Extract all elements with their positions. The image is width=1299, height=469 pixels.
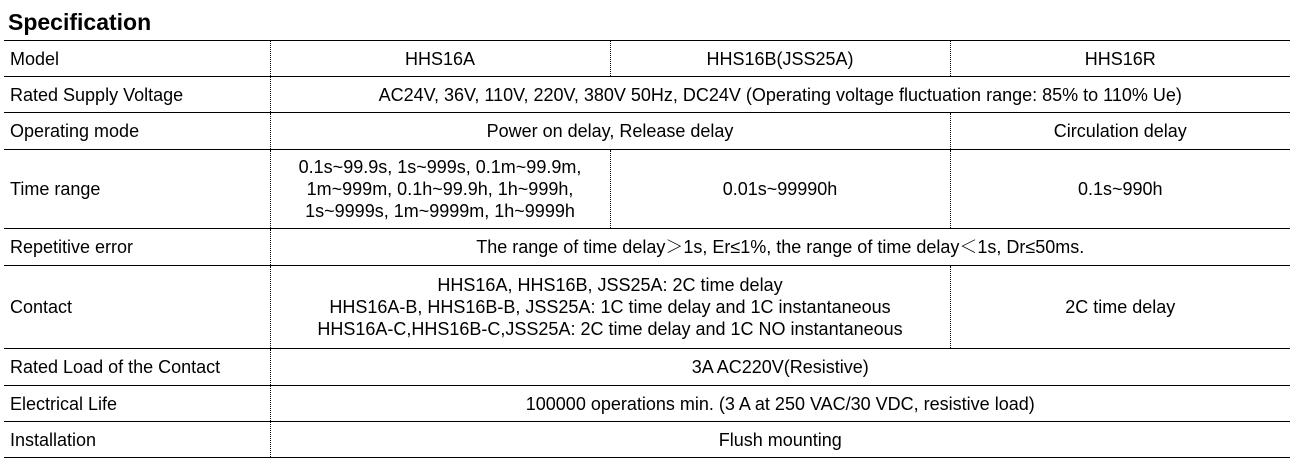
cell-installation-value: Flush mounting [270,422,1290,458]
page-title: Specification [8,9,152,35]
table-row-operating-mode [4,113,1290,150]
table-row-installation [4,422,1290,458]
cell-voltage-value: AC24V, 36V, 110V, 220V, 380V 50Hz, DC24V (Operating voltage fluctuation range: 85% to 110% Ue) [270,77,1290,113]
row-label-electrical-life: Electrical Life [4,386,270,422]
row-label-voltage: Rated Supply Voltage [4,77,270,113]
cell-time-range-r: 0.1s~990h [950,150,1290,229]
row-label-installation: Installation [4,422,270,458]
row-label-repetitive-error: Repetitive error [4,229,270,266]
cell-life-value: 100000 operations min. (3 A at 250 VAC/30 VDC, resistive load) [270,386,1290,422]
specification-table [4,40,1290,458]
cell-error-value: The range of time delay＞1s, Er≤1%, the range of time delay＜1s, Dr≤50ms. [270,229,1290,266]
table-row-voltage [4,77,1290,113]
contact-line: HHS16A-C,HHS16B-C,JSS25A: 2C time delay and 1C NO instantaneous [317,319,903,339]
row-label-contact: Contact [4,266,270,349]
row-label-model: Model [4,41,270,77]
contact-line: HHS16A-B, HHS16B-B, JSS25A: 1C time delay and 1C instantaneous [329,297,891,317]
time-range-a-line: 0.1s~99.9s, 1s~999s, 0.1m~99.9m, [298,157,582,177]
row-label-rated-load: Rated Load of the Contact [4,349,270,386]
table-row-model [4,41,1290,77]
cell-contact-r: 2C time delay [950,266,1290,349]
table-row-electrical-life [4,386,1290,422]
cell-model-hhs16b: HHS16B(JSS25A) [610,41,950,77]
row-label-operating-mode: Operating mode [4,113,270,150]
cell-model-hhs16r: HHS16R [950,41,1290,77]
cell-mode-r: Circulation delay [950,113,1290,150]
table-row-time-range [4,150,1290,229]
table-row-repetitive-error [4,229,1290,266]
time-range-a-line: 1m~999m, 0.1h~99.9h, 1h~999h, [306,179,574,199]
cell-load-value: 3A AC220V(Resistive) [270,349,1290,386]
cell-mode-ab: Power on delay, Release delay [270,113,950,150]
time-range-a-line: 1s~9999s, 1m~9999m, 1h~9999h [305,201,575,221]
cell-time-range-b: 0.01s~99990h [610,150,950,229]
cell-time-range-a [270,150,610,229]
table-row-rated-load [4,349,1290,386]
cell-model-hhs16a: HHS16A [270,41,610,77]
contact-line: HHS16A, HHS16B, JSS25A: 2C time delay [437,275,783,295]
row-label-time-range: Time range [4,150,270,229]
table-row-contact [4,266,1290,349]
cell-contact-ab [270,266,950,349]
